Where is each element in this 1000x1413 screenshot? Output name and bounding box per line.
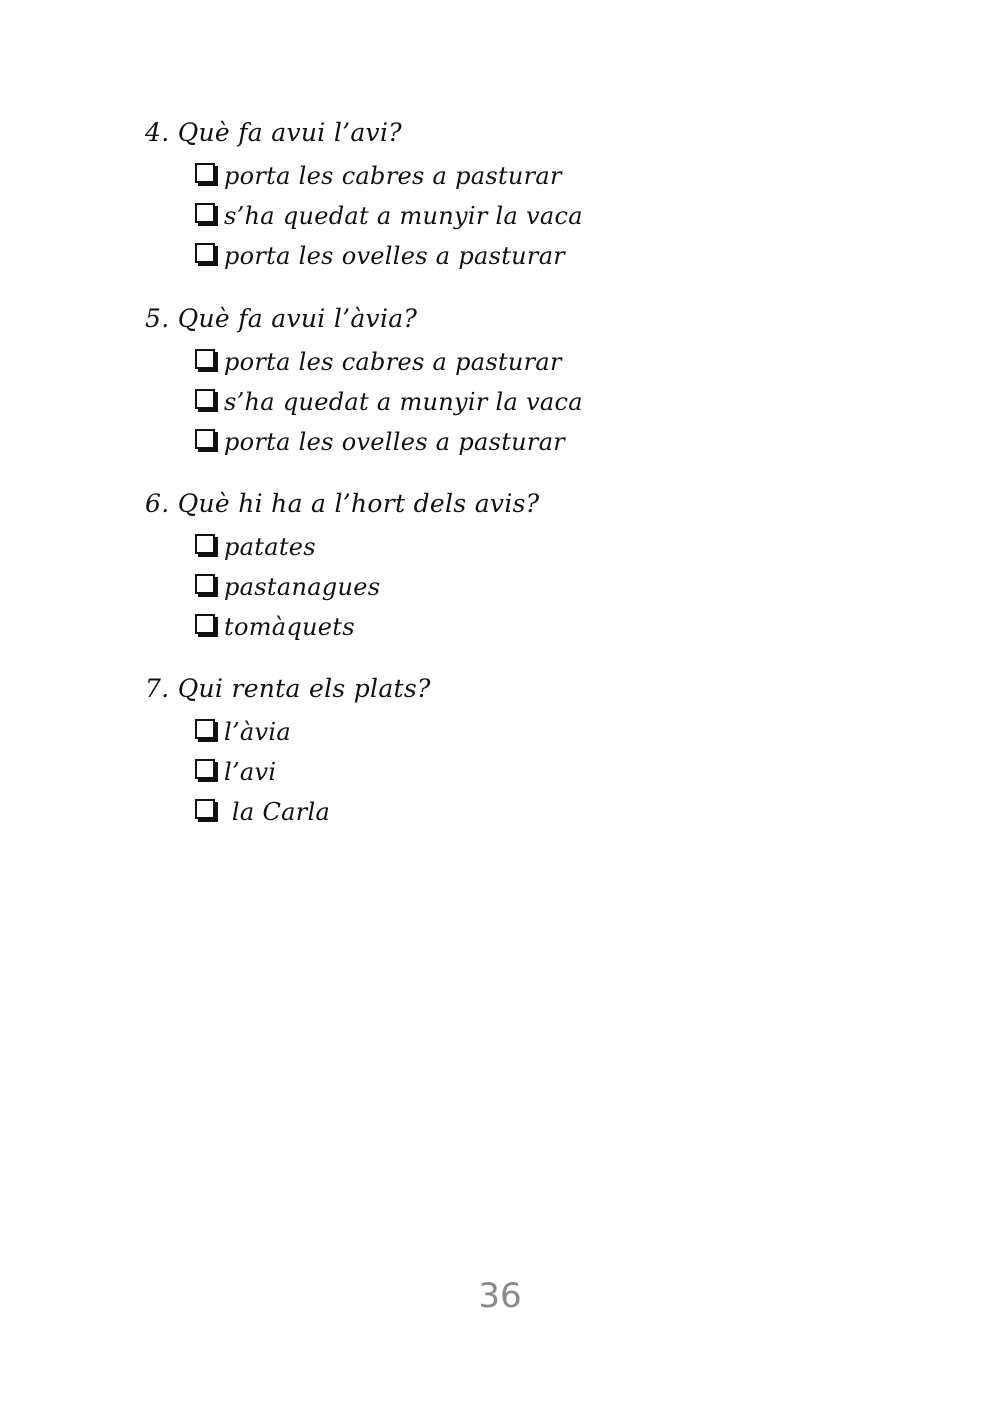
- option-item[interactable]: [195, 567, 845, 607]
- checkbox-icon[interactable]: [195, 759, 216, 780]
- option-label: l’àvia: [224, 718, 291, 746]
- checkbox-icon[interactable]: [195, 429, 216, 450]
- option-label: la Carla: [224, 798, 331, 826]
- question-5: [145, 304, 845, 462]
- checkbox-icon[interactable]: [195, 614, 216, 635]
- checkbox-icon[interactable]: [195, 534, 216, 555]
- option-label: l’avi: [224, 758, 277, 786]
- option-item[interactable]: [195, 196, 845, 236]
- question-text: 5. Què fa avui l’àvia?: [145, 304, 418, 333]
- checkbox-icon[interactable]: [195, 243, 216, 264]
- option-label: porta les ovelles a pasturar: [224, 428, 566, 456]
- checkbox-icon[interactable]: [195, 389, 216, 410]
- question-text: 7. Qui renta els plats?: [145, 674, 431, 703]
- option-label: s’ha quedat a munyir la vaca: [224, 388, 583, 416]
- option-item[interactable]: [195, 792, 845, 832]
- option-item[interactable]: [195, 422, 845, 462]
- option-item[interactable]: [195, 712, 845, 752]
- option-label: patates: [224, 533, 316, 561]
- option-item[interactable]: [195, 382, 845, 422]
- option-label: tomàquets: [224, 613, 355, 641]
- question-text: 4. Què fa avui l’avi?: [145, 118, 402, 147]
- option-item[interactable]: [195, 752, 845, 792]
- question-4: [145, 118, 845, 276]
- checkbox-icon[interactable]: [195, 799, 216, 820]
- option-item[interactable]: [195, 342, 845, 382]
- options-list: [145, 527, 845, 647]
- checkbox-icon[interactable]: [195, 574, 216, 595]
- option-item[interactable]: [195, 607, 845, 647]
- options-list: [145, 712, 845, 832]
- checkbox-icon[interactable]: [195, 163, 216, 184]
- option-item[interactable]: [195, 527, 845, 567]
- question-7: [145, 674, 845, 832]
- checkbox-icon[interactable]: [195, 349, 216, 370]
- page-number: 36: [478, 1276, 522, 1316]
- checkbox-icon[interactable]: [195, 203, 216, 224]
- options-list: [145, 342, 845, 462]
- options-list: [145, 156, 845, 276]
- option-item[interactable]: [195, 236, 845, 276]
- question-text: 6. Què hi ha a l’hort dels avis?: [145, 489, 540, 518]
- option-label: s’ha quedat a munyir la vaca: [224, 202, 583, 230]
- question-6: [145, 489, 845, 647]
- option-item[interactable]: [195, 156, 845, 196]
- option-label: pastanagues: [224, 573, 381, 601]
- option-label: porta les cabres a pasturar: [224, 348, 562, 376]
- checkbox-icon[interactable]: [195, 719, 216, 740]
- option-label: porta les ovelles a pasturar: [224, 242, 566, 270]
- option-label: porta les cabres a pasturar: [224, 162, 562, 190]
